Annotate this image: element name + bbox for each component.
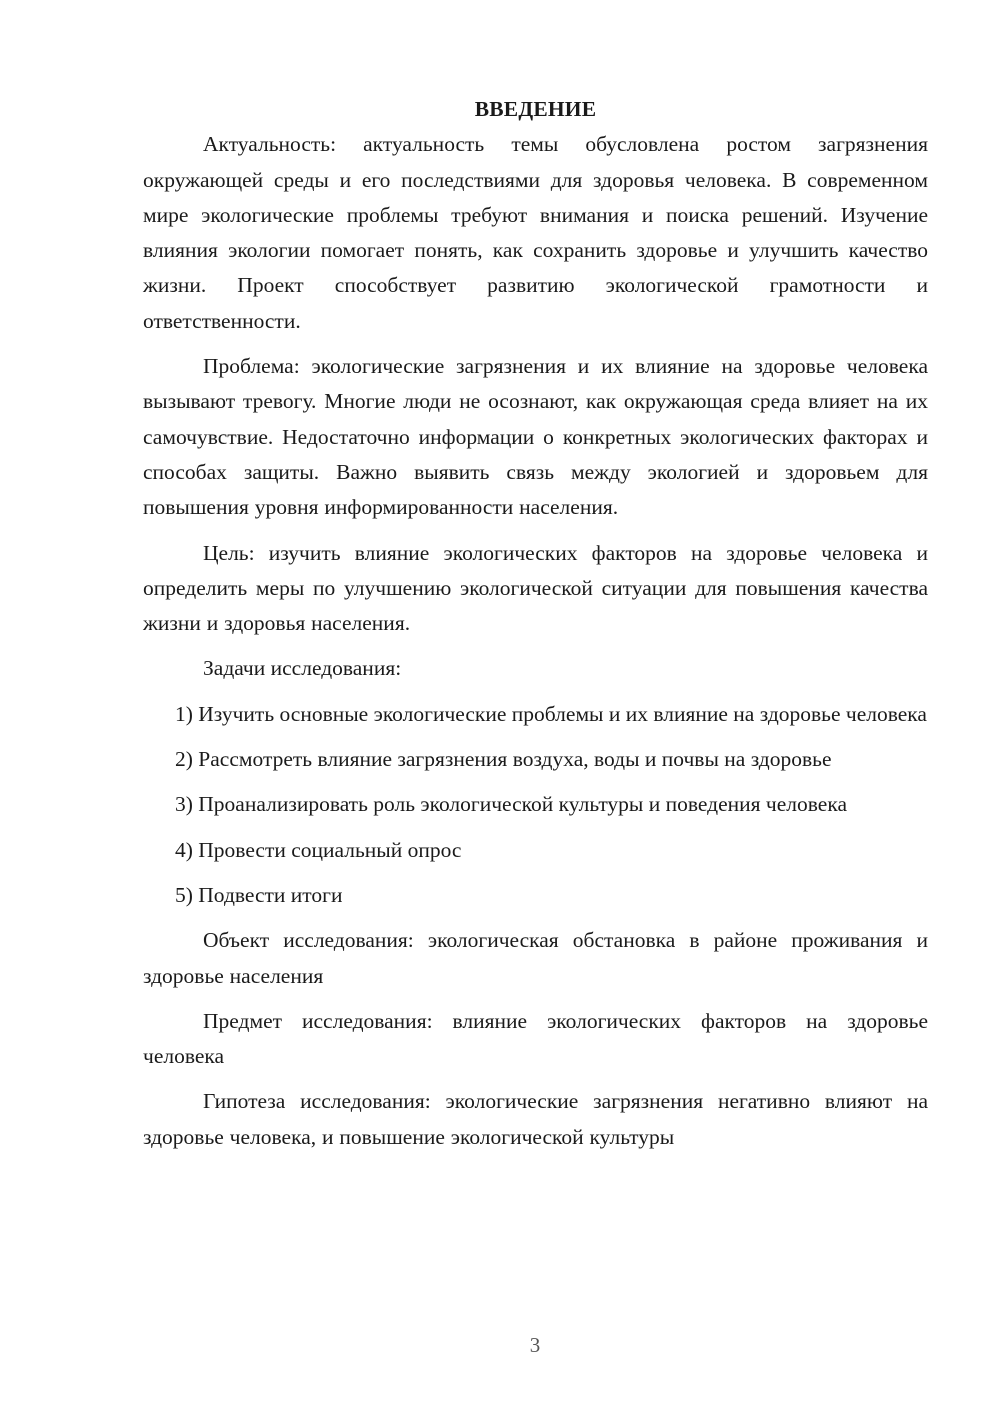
object-paragraph: Объект исследования: экологическая обстановка в районе проживания и здоровье населения	[143, 928, 928, 988]
task-item-4: 4) Провести социальный опрос	[175, 837, 462, 862]
goal-paragraph: Цель: изучить влияние экологических факторов на здоровье человека и определить меры по улучшению экологической ситуации для повышения качества жизни и здоровья населения.	[143, 540, 928, 636]
document-page	[143, 92, 928, 1165]
subject-paragraph: Предмет исследования: влияние экологических факторов на здоровье человека	[143, 1008, 928, 1069]
relevance-paragraph: Актуальность: актуальность темы обусловлена ростом загрязнения окружающей среды и его последствиями для здоровья человека. В современном мире экологические проблемы требуют внимания и поиска решений. Изучение влияния экологии помогает понять, как сохранить здоровье и улучшить качество жизни. Проект способствует развитию экологической грамотности и ответственности.	[143, 132, 928, 333]
page-title: ВВЕДЕНИЕ	[474, 97, 597, 121]
task-item-2: 2) Рассмотреть влияние загрязнения воздуха, воды и почвы на здоровье	[175, 747, 832, 772]
problem-paragraph: Проблема: экологические загрязнения и их влияние на здоровье человека вызывают тревогу. Многие люди не осознают, как окружающая среда влияет на их самочувствие. Недостаточно информации о конкретных экологических факторах и способах защиты. Важно выявить связь между экологией и здоровьем для повышения уровня информированности населения.	[143, 354, 928, 520]
task-item-1: 1) Изучить основные экологические проблемы и их влияние на здоровье человека	[175, 701, 927, 726]
task-item-5: 5) Подвести итоги	[175, 882, 343, 907]
tasks-heading: Задачи исследования:	[203, 656, 402, 681]
page-number: 3	[529, 1333, 541, 1357]
hypothesis-paragraph: Гипотеза исследования: экологические загрязнения негативно влияют на здоровье человека, и повышение экологической культуры	[143, 1089, 928, 1149]
task-item-3: 3) Проанализировать роль экологической культуры и поведения человека	[175, 792, 847, 817]
